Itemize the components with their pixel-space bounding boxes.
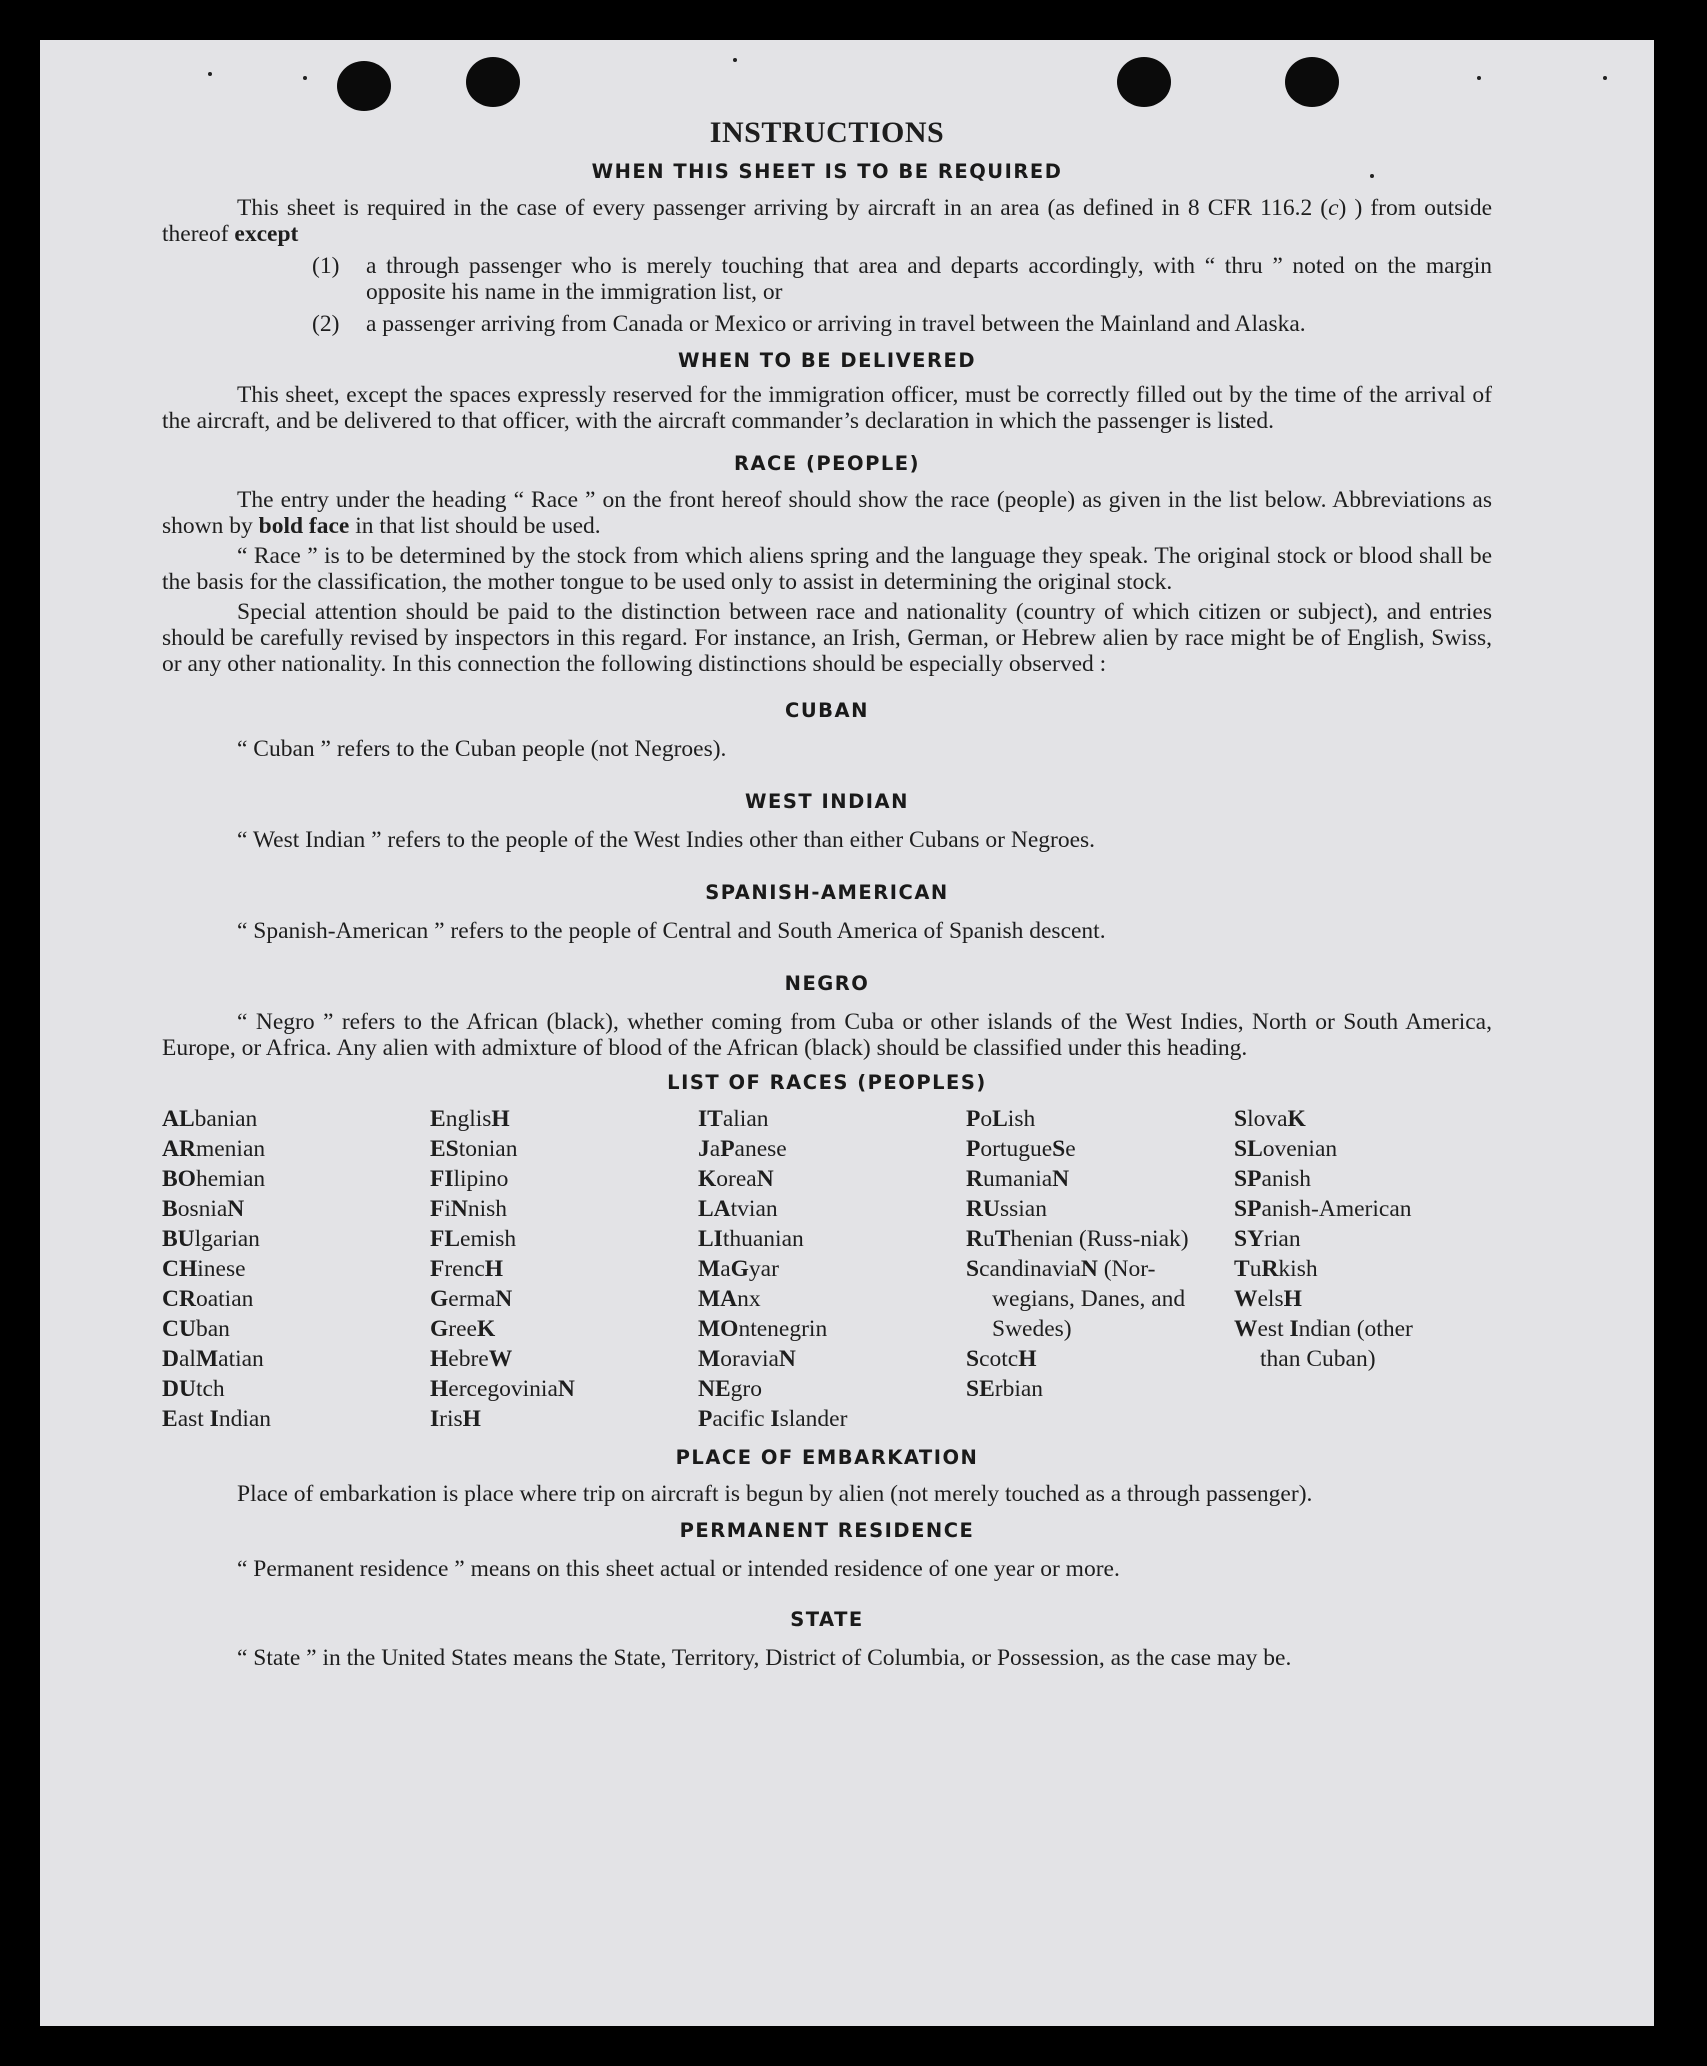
race-list-item: PortugueSe: [966, 1136, 1076, 1162]
heading-spanish-american: SPANISH-AMERICAN: [705, 881, 949, 904]
race-list-item: FrencH: [430, 1256, 504, 1282]
heading-race: RACE (PEOPLE): [733, 452, 921, 475]
race-list-item: SPanish-American: [1234, 1196, 1412, 1222]
heading-when-required: WHEN THIS SHEET IS TO BE REQUIRED: [591, 160, 1063, 183]
race-list-column: [162, 1104, 430, 1434]
race-paragraph: Special attention should be paid to the distinction between race and nationality (country of which citizen or subject), and entries should be carefully revised by inspectors in this regard. For instance, an Irish, German, or Hebrew alien by race might be of English, Swiss, or any other nationality. In this connection the following distinctions should be especially observed :: [162, 599, 1492, 677]
heading-permanent-residence: PERMANENT RESIDENCE: [679, 1519, 975, 1542]
race-list-item: BOhemian: [162, 1166, 266, 1192]
state-text: “ State ” in the United States means the State, Territory, District of Columbia, or Possession, as the case may be.: [237, 1645, 1292, 1671]
race-list-item: HercegoviniaN: [430, 1376, 575, 1402]
heading-negro: NEGRO: [784, 972, 870, 995]
race-list-item: CHinese: [162, 1256, 246, 1282]
punch-hole: [1117, 57, 1171, 107]
race-list-item: EStonian: [430, 1136, 518, 1162]
race-list-item: LIthuanian: [698, 1226, 804, 1252]
dust-speck: [208, 72, 212, 76]
race-list-item: RuThenian (Russ-niak): [966, 1226, 1189, 1252]
race-list-item: DUtch: [162, 1376, 225, 1402]
race-list-item: BosniaN: [162, 1196, 245, 1222]
race-list-item: BUlgarian: [162, 1226, 260, 1252]
race-list-item: FiNnish: [430, 1196, 508, 1222]
heading-list-of-races: LIST OF RACES (PEOPLES): [667, 1071, 987, 1094]
dust-speck: [733, 58, 737, 62]
race-paragraph: “ Race ” is to be determined by the stock from which aliens spring and the language they speak. The original stock or blood shall be the basis for the classification, the mother tongue to be used only to assist in determining the original stock.: [162, 543, 1492, 595]
race-list-item: East Indian: [162, 1406, 272, 1432]
negro-text: “ Negro ” refers to the African (black), whether coming from Cuba or other islands of the West Indies, North or South America, Europe, or Africa. Any alien with admixture of blood of the African (black) should be classified under this heading.: [162, 1009, 1492, 1061]
race-list-item: SPanish: [1234, 1166, 1312, 1192]
race-list-item: SErbian: [966, 1376, 1044, 1402]
spanish-american-text: “ Spanish-American ” refers to the people of Central and South America of Spanish descent.: [237, 918, 1106, 944]
race-list-item: MOntenegrin: [698, 1316, 828, 1342]
punch-hole: [466, 57, 520, 107]
dust-speck: [303, 76, 307, 80]
west-indian-text: “ West Indian ” refers to the people of the West Indies other than either Cubans or Negroes.: [237, 827, 1096, 853]
exception-item: (2) a passenger arriving from Canada or Mexico or arriving in travel between the Mainland and Alaska.: [312, 311, 1306, 337]
race-list-item: MoraviaN: [698, 1346, 796, 1372]
race-list-item: FLemish: [430, 1226, 517, 1252]
race-list-item: ARmenian: [162, 1136, 266, 1162]
race-list-item: EnglisH: [430, 1106, 510, 1132]
race-list-item: ScandinaviaN (Nor-wegians, Danes, and Swedes): [966, 1256, 1186, 1342]
race-list-item: IrisH: [430, 1406, 481, 1432]
race-list-item: CUban: [162, 1316, 230, 1342]
race-list-item: JaPanese: [698, 1136, 787, 1162]
punch-hole: [337, 61, 391, 111]
when-required-intro: This sheet is required in the case of every passenger arriving by aircraft in an area (as defined in 8 CFR 116.2 (c) ) from outside thereof except: [162, 195, 1493, 247]
race-list-item: SlovaK: [1234, 1106, 1306, 1132]
heading-state: STATE: [790, 1608, 864, 1631]
heading-embarkation: PLACE OF EMBARKATION: [675, 1446, 979, 1469]
race-list-item: DalMatian: [162, 1346, 264, 1372]
race-list-item: ScotcH: [966, 1346, 1037, 1372]
race-list-item: FIlipino: [430, 1166, 509, 1192]
race-list-item: CRoatian: [162, 1286, 254, 1312]
heading-cuban: CUBAN: [785, 699, 869, 722]
race-list-column: [966, 1104, 1234, 1434]
race-list-item: HebreW: [430, 1346, 513, 1372]
race-list-item: NEgro: [698, 1376, 762, 1402]
punch-hole: [1285, 57, 1339, 107]
instructions-content: [162, 116, 1492, 1671]
race-list-column: [1234, 1104, 1454, 1434]
when-delivered-text: This sheet, except the spaces expressly reserved for the immigration officer, must be correctly filled out by the time of the arrival of the aircraft, and be delivered to that officer, with the aircraft commander’s declaration in which the passenger is listed.: [162, 382, 1492, 434]
heading-west-indian: WEST INDIAN: [745, 790, 909, 813]
race-list-column: [698, 1104, 966, 1434]
race-list-item: WelsH: [1234, 1286, 1302, 1312]
race-list-item: LAtvian: [698, 1196, 778, 1222]
race-list-column: [430, 1104, 698, 1434]
heading-when-delivered: WHEN TO BE DELIVERED: [677, 349, 977, 372]
exception-item: (1) a through passenger who is merely touching that area and departs accordingly, with “ thru ” noted on the margin opposite his name in the immigration list, or: [312, 253, 1492, 305]
cuban-text: “ Cuban ” refers to the Cuban people (not Negroes).: [237, 736, 727, 762]
race-list-item: GreeK: [430, 1316, 496, 1342]
permanent-residence-text: “ Permanent residence ” means on this sheet actual or intended residence of one year or more.: [237, 1556, 1120, 1582]
race-list-item: ITalian: [698, 1106, 769, 1132]
race-list-item: Pacific Islander: [698, 1406, 848, 1432]
race-list-item: West Indian (other than Cuban): [1234, 1316, 1413, 1372]
race-list-item: ALbanian: [162, 1106, 258, 1132]
race-list-item: MaGyar: [698, 1256, 779, 1282]
race-list-item: TuRkish: [1234, 1256, 1318, 1282]
embarkation-text: Place of embarkation is place where trip on aircraft is begun by alien (not merely touched as a through passenger).: [237, 1481, 1313, 1507]
race-list-item: SYrian: [1234, 1226, 1301, 1252]
race-paragraph: The entry under the heading “ Race ” on the front hereof should show the race (people) as given in the list below. Abbreviations as shown by bold face in that list should be used.: [162, 487, 1492, 539]
dust-speck: [1603, 76, 1607, 80]
race-list-item: SLovenian: [1234, 1136, 1338, 1162]
race-list-item: KoreaN: [698, 1166, 774, 1192]
race-list: [162, 1104, 1492, 1434]
race-list-item: PoLish: [966, 1106, 1036, 1132]
page-title: INSTRUCTIONS: [709, 116, 945, 149]
dust-speck: [1477, 76, 1481, 80]
race-list-item: RUssian: [966, 1196, 1047, 1222]
race-list-item: RumaniaN: [966, 1166, 1070, 1192]
race-list-item: MAnx: [698, 1286, 761, 1312]
race-list-item: GermaN: [430, 1286, 513, 1312]
